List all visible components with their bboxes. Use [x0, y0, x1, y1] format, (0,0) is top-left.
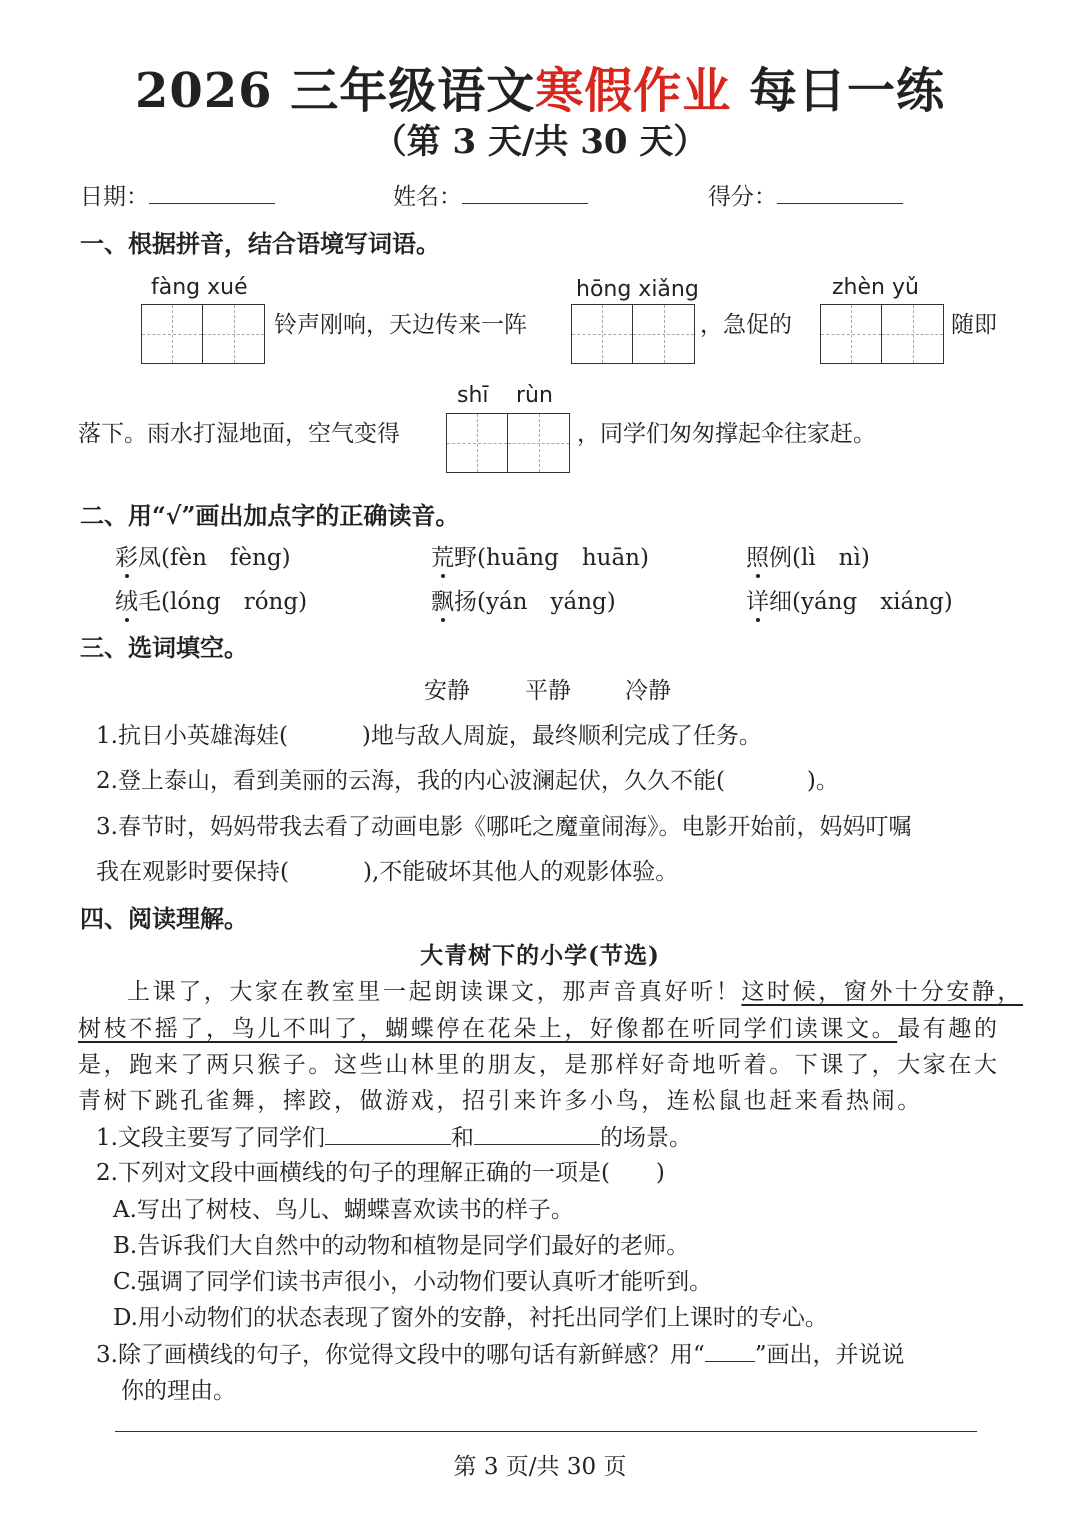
sentence-part-3: 随即	[951, 312, 997, 338]
date-field: 日期：	[80, 178, 275, 211]
passage-line-3: 是，跑来了两只猴子。这些山林里的朋友，是那样好奇地听着。下课了，大家在大	[78, 1052, 1000, 1078]
reading-item[interactable]: 详细(yáng xiáng)	[746, 583, 953, 616]
passage-line-1: 上课了，大家在教室里一起朗读课文，那声音真好听！这时候，窗外十分安静，	[127, 979, 1024, 1005]
fill-question-1: 1.抗日小英雄海娃( )地与敌人周旋，最终顺利完成了任务。	[96, 723, 762, 749]
pinyin-zhen-yu: zhèn yǔ	[832, 275, 919, 300]
reading-question-2: 2.下列对文段中画横线的句子的理解正确的一项是( )	[96, 1160, 665, 1186]
passage-title: 大青树下的小学(节选)	[420, 942, 660, 969]
fill-question-3-cont: 我在观影时要保持( ),不能破坏其他人的观影体验。	[96, 859, 679, 885]
word-option-1: 安静	[424, 678, 470, 704]
word-option-2: 平静	[525, 678, 571, 704]
reading-question-3-cont: 你的理由。	[121, 1378, 236, 1404]
writing-box-4[interactable]	[446, 413, 570, 473]
underlined-sentence: 树枝不摇了，鸟儿不叫了，蝴蝶停在花朵上，好像都在听同学们读课文。	[78, 1016, 898, 1042]
title-highlight: 寒假作业	[535, 63, 732, 119]
sentence-part-1: 铃声刚响，天边传来一阵	[274, 312, 527, 338]
score-field: 得分：	[708, 178, 903, 211]
footer-divider	[115, 1431, 977, 1432]
sentence-part-5: ，同学们匆匆撑起伞往家赶。	[577, 421, 876, 447]
passage-line-4: 青树下跳孔雀舞，摔跤，做游戏，招引来许多小鸟，连松鼠也赶来看热闹。	[78, 1088, 923, 1114]
section1-heading: 一、根据拼音，结合语境写词语。	[80, 229, 440, 258]
worksheet-subtitle: （第 3 天/共 30 天）	[372, 122, 708, 162]
choice-c[interactable]: C.强调了同学们读书声很小，小动物们要认真听才能听到。	[113, 1269, 713, 1295]
choice-b[interactable]: B.告诉我们大自然中的动物和植物是同学们最好的老师。	[113, 1233, 690, 1259]
sentence-part-4: 落下。雨水打湿地面，空气变得	[78, 421, 400, 447]
pinyin-shi: shī	[457, 383, 489, 408]
writing-box-3[interactable]	[820, 304, 944, 364]
worksheet-title: 2026 三年级语文寒假作业 每日一练	[134, 63, 946, 119]
section3-heading: 三、选词填空。	[80, 633, 248, 662]
word-option-3: 冷静	[625, 678, 671, 704]
reading-item[interactable]: 飘扬(yán yáng)	[431, 583, 616, 616]
choice-d[interactable]: D.用小动物们的状态表现了窗外的安静，衬托出同学们上课时的专心。	[113, 1305, 828, 1331]
reading-item[interactable]: 荒野(huāng huān)	[431, 539, 649, 572]
sentence-part-2: ，急促的	[700, 312, 792, 338]
reading-item[interactable]: 绒毛(lóng róng)	[115, 583, 307, 616]
name-field: 姓名：	[393, 178, 588, 211]
section2-heading: 二、用“√”画出加点字的正确读音。	[80, 501, 460, 530]
writing-box-1[interactable]	[141, 304, 265, 364]
choice-a[interactable]: A.写出了树枝、鸟儿、蝴蝶喜欢读书的样子。	[113, 1197, 574, 1223]
underlined-sentence: 这时候，窗外十分安静，	[741, 979, 1024, 1005]
passage-line-2: 树枝不摇了，鸟儿不叫了，蝴蝶停在花朵上，好像都在听同学们读课文。最有趣的	[78, 1016, 1000, 1042]
fill-question-2: 2.登上泰山，看到美丽的云海，我的内心波澜起伏，久久不能( )。	[96, 768, 839, 794]
pinyin-run: rùn	[516, 383, 553, 408]
reading-question-3: 3.除了画横线的句子，你觉得文段中的哪句话有新鲜感？用“ ”画出，并说说	[96, 1342, 905, 1368]
fill-question-3: 3.春节时，妈妈带我去看了动画电影《哪吒之魔童闹海》。电影开始前，妈妈叮嘱	[96, 814, 912, 840]
reading-item[interactable]: 彩凤(fèn fèng)	[115, 539, 291, 572]
section4-heading: 四、阅读理解。	[80, 904, 248, 933]
pinyin-hong-xiang: hōng xiǎng	[576, 277, 699, 302]
writing-box-2[interactable]	[571, 304, 695, 364]
page-number: 第 3 页/共 30 页	[453, 1454, 627, 1480]
pinyin-fang-xue: fàng xué	[151, 275, 248, 300]
reading-question-1: 1.文段主要写了同学们 和 的场景。	[96, 1125, 692, 1151]
reading-item[interactable]: 照例(lì nì)	[746, 539, 870, 572]
